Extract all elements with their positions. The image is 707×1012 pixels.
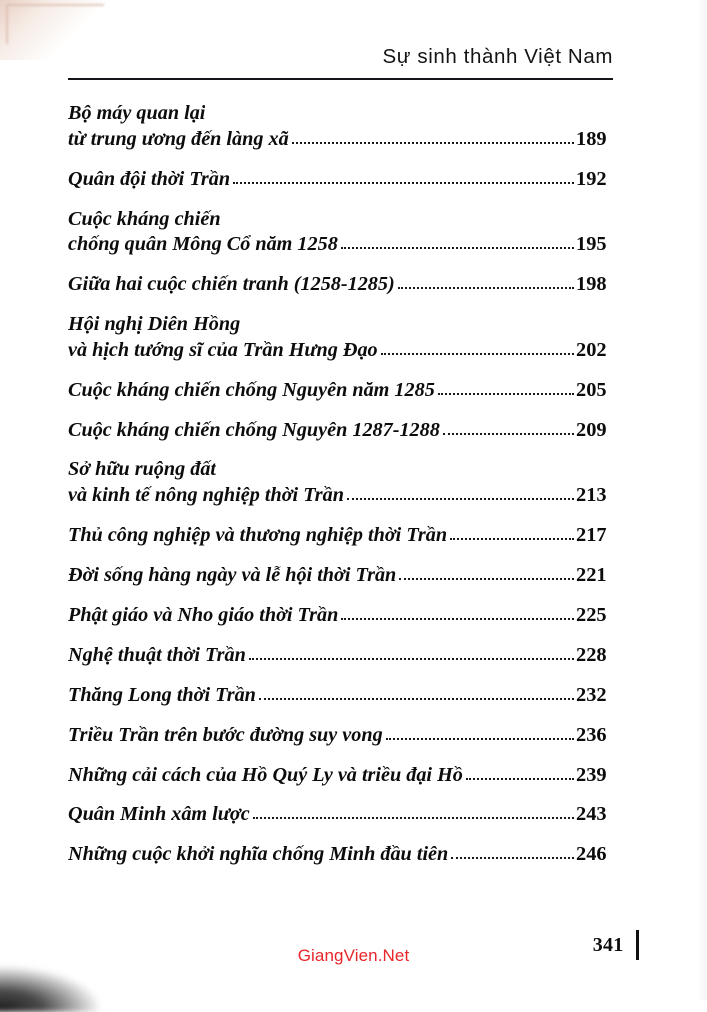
toc-dot-leader xyxy=(398,273,574,290)
toc-dot-leader xyxy=(233,167,574,184)
toc-page-number: 209 xyxy=(576,418,607,441)
toc-entry-line xyxy=(68,166,614,193)
toc-entry-line xyxy=(68,271,614,298)
toc-entry-title: Đời sống hàng ngày và lễ hội thời Trần xyxy=(68,563,397,586)
toc-page-number: 239 xyxy=(576,763,607,786)
toc-entry-line xyxy=(68,100,614,127)
toc-dot-leader xyxy=(259,683,574,700)
toc-page-number: 195 xyxy=(576,233,607,256)
toc-page-number: 236 xyxy=(576,723,607,746)
header-rule xyxy=(68,78,613,80)
toc-entry-title: từ trung ương đến làng xã xyxy=(68,127,289,150)
toc-entry-title: Giữa hai cuộc chiến tranh (1258-1285) xyxy=(68,273,395,296)
toc-entry-title: Thăng Long thời Trần xyxy=(68,683,256,706)
toc-dot-leader xyxy=(399,563,574,580)
toc-entry-line xyxy=(68,206,614,233)
toc-entry-title: Cuộc kháng chiến xyxy=(68,207,221,230)
toc-dot-leader xyxy=(253,803,574,820)
toc-page-number: 189 xyxy=(576,127,607,150)
toc-entry-line xyxy=(68,801,614,828)
running-header-title: Sự sinh thành Việt Nam xyxy=(382,45,613,68)
toc-entry-title: Quân Minh xâm lược xyxy=(68,803,250,826)
toc-entry-title: Sở hữu ruộng đất xyxy=(68,458,217,481)
toc-page-number: 246 xyxy=(576,843,607,866)
toc-page-number: 217 xyxy=(576,524,607,546)
toc-entry-line xyxy=(68,337,614,364)
watermark xyxy=(0,946,707,966)
toc-entry[interactable] xyxy=(68,271,614,298)
toc-dot-leader xyxy=(438,378,574,395)
toc-entry[interactable] xyxy=(68,417,614,444)
toc-entry-title: Cuộc kháng chiến chống Nguyên năm 1285 xyxy=(68,378,435,401)
toc-entry[interactable] xyxy=(68,762,614,789)
toc-dot-leader xyxy=(386,723,574,740)
toc-dot-leader xyxy=(450,523,574,540)
toc-page-number: 213 xyxy=(576,484,607,507)
toc-entry-title: Nghệ thuật thời Trần xyxy=(68,643,246,666)
toc-entry-line xyxy=(68,126,614,153)
toc-entry-line xyxy=(68,762,614,789)
toc-entry[interactable] xyxy=(68,166,614,193)
toc-entry-title: Triều Trần trên bước đường suy vong xyxy=(68,723,383,746)
toc-dot-leader xyxy=(341,233,574,250)
toc-entry-line xyxy=(68,602,614,629)
toc-entry-line xyxy=(68,311,614,338)
toc-entry[interactable] xyxy=(68,522,614,549)
toc-dot-leader xyxy=(451,843,574,860)
toc-entry-title: và hịch tướng sĩ của Trần Hưng Đạo xyxy=(68,338,378,361)
toc-entry[interactable] xyxy=(68,602,614,629)
toc-entry-title: Cuộc kháng chiến chống Nguyên 1287-1288 xyxy=(68,418,440,441)
toc-dot-leader xyxy=(341,603,574,620)
toc-entry-line xyxy=(68,841,614,868)
toc-entry-line xyxy=(68,231,614,258)
toc-entry[interactable] xyxy=(68,841,614,868)
toc-page-number: 202 xyxy=(576,338,607,361)
table-of-contents xyxy=(68,100,614,881)
toc-entry[interactable] xyxy=(68,562,614,589)
toc-page-number: 228 xyxy=(576,643,607,666)
toc-entry[interactable] xyxy=(68,206,614,259)
toc-entry[interactable] xyxy=(68,801,614,828)
toc-entry-line xyxy=(68,562,614,589)
toc-dot-leader xyxy=(347,484,574,501)
toc-entry-title: Thủ công nghiệp và thương nghiệp thời Trần xyxy=(68,524,448,546)
watermark-text: GiangVien.Net xyxy=(297,946,410,965)
folio-number: 341 xyxy=(592,933,624,956)
toc-entry[interactable] xyxy=(68,377,614,404)
toc-entry-line xyxy=(68,642,614,669)
toc-entry[interactable] xyxy=(68,456,614,509)
toc-page-number: 192 xyxy=(576,167,607,190)
toc-entry[interactable] xyxy=(68,642,614,669)
toc-dot-leader xyxy=(466,763,574,780)
toc-entry-line xyxy=(68,482,614,509)
toc-entry-title: Bộ máy quan lại xyxy=(68,102,206,124)
toc-entry[interactable] xyxy=(68,722,614,749)
running-header xyxy=(68,46,613,68)
toc-entry-title: Phật giáo và Nho giáo thời Trần xyxy=(68,603,339,626)
toc-page-number: 243 xyxy=(576,803,607,826)
toc-dot-leader xyxy=(443,418,574,435)
toc-entry-title: Quân đội thời Trần xyxy=(68,167,231,190)
toc-page-number: 221 xyxy=(576,563,607,586)
toc-entry-line xyxy=(68,722,614,749)
toc-page-number: 225 xyxy=(576,603,607,626)
toc-entry-line xyxy=(68,456,614,483)
toc-entry[interactable] xyxy=(68,100,614,153)
toc-entry[interactable] xyxy=(68,682,614,709)
toc-dot-leader xyxy=(292,127,574,144)
toc-entry-line xyxy=(68,522,614,549)
toc-page-number: 232 xyxy=(576,683,607,706)
toc-page-number: 198 xyxy=(576,273,607,296)
toc-page-number: 205 xyxy=(576,378,607,401)
toc-entry-line xyxy=(68,377,614,404)
toc-entry[interactable] xyxy=(68,311,614,364)
toc-dot-leader xyxy=(381,338,574,355)
toc-entry-title: Những cuộc khởi nghĩa chống Minh đầu tiên xyxy=(68,843,449,866)
toc-entry-title: Những cải cách của Hồ Quý Ly và triều đại Hồ xyxy=(68,763,463,786)
toc-entry-title: và kinh tế nông nghiệp thời Trần xyxy=(68,484,344,507)
toc-dot-leader xyxy=(249,643,574,660)
toc-entry-line xyxy=(68,682,614,709)
toc-entry-title: Hội nghị Diên Hồng xyxy=(68,313,241,335)
toc-entry-title: chống quân Mông Cổ năm 1258 xyxy=(68,233,338,256)
toc-entry-line xyxy=(68,417,614,444)
